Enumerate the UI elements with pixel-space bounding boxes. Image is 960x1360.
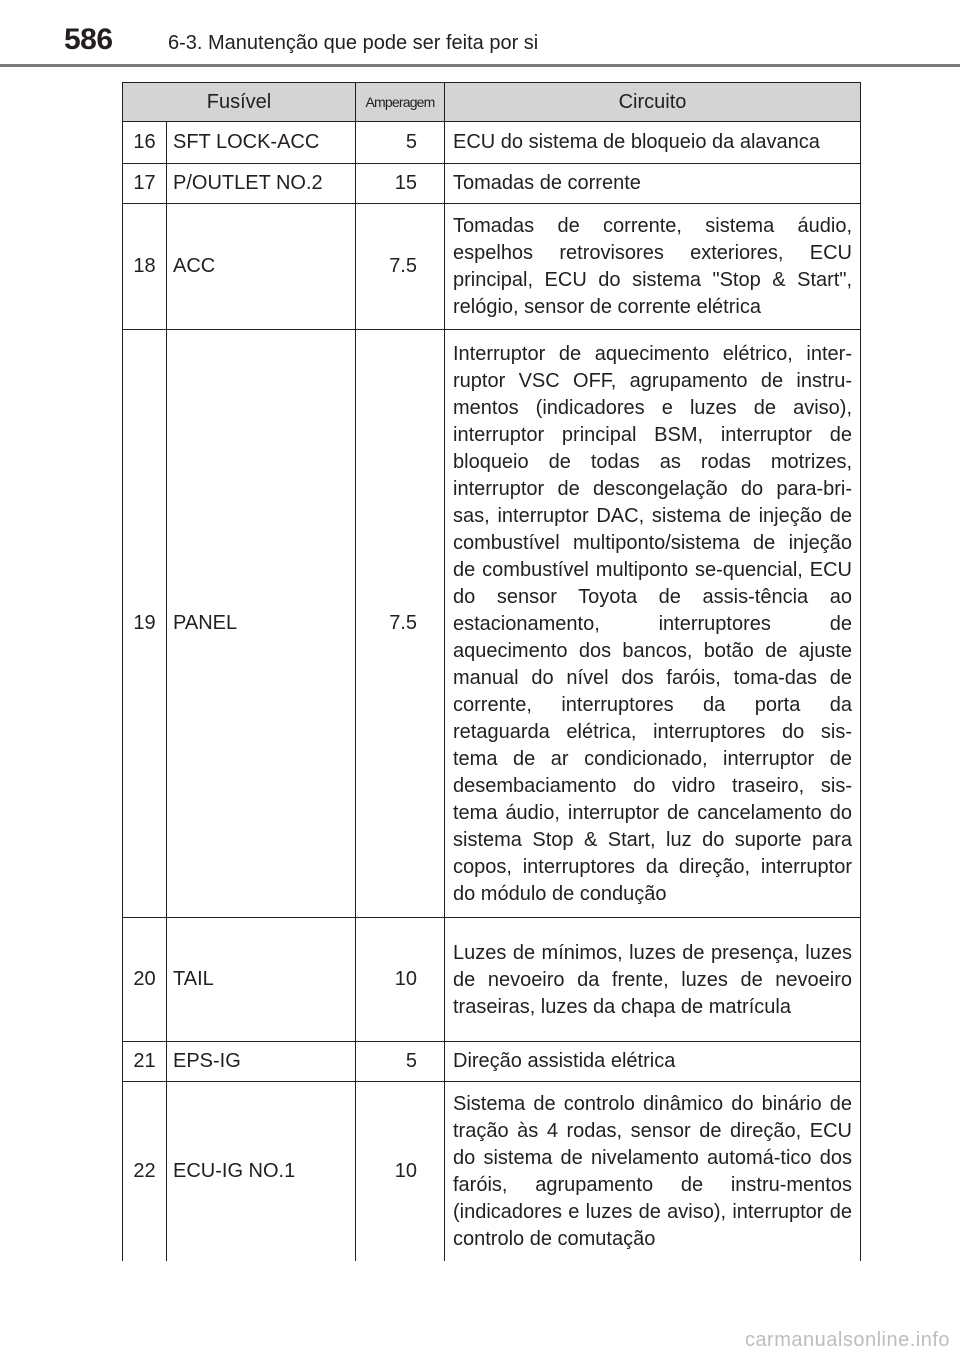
table-row bbox=[123, 918, 861, 1042]
fuse-circuit: Tomadas de corrente bbox=[445, 164, 861, 204]
fuse-number: 22 bbox=[123, 1082, 167, 1262]
fuse-name: TAIL bbox=[167, 918, 356, 1042]
column-header-amperage: Amperagem bbox=[356, 83, 445, 122]
fuse-circuit: ECU do sistema de bloqueio da alavanca bbox=[445, 122, 861, 164]
fuse-number: 21 bbox=[123, 1042, 167, 1082]
fuse-name: PANEL bbox=[167, 330, 356, 918]
table-row bbox=[123, 122, 861, 164]
fuse-circuit: Luzes de mínimos, luzes de presença, luzes de nevoeiro da frente, luzes de nevoeiro traseiras, luzes da chapa de matrícula bbox=[445, 918, 861, 1042]
table-row bbox=[123, 164, 861, 204]
table-row bbox=[123, 330, 861, 918]
fuse-circuit: Tomadas de corrente, sistema áudio, espelhos retrovisores exteriores, ECU principal, ECU do sistema "Stop & Start", relógio, sensor de corrente elétrica bbox=[445, 204, 861, 330]
watermark-text: carmanualsonline.info bbox=[744, 1329, 950, 1351]
fuse-amperage: 7.5 bbox=[356, 330, 445, 918]
section-title: 6-3. Manutenção que pode ser feita por si bbox=[168, 32, 539, 54]
table-row bbox=[123, 204, 861, 330]
fuse-number: 17 bbox=[123, 164, 167, 204]
fuse-amperage: 10 bbox=[356, 918, 445, 1042]
fuse-circuit: Direção assistida elétrica bbox=[445, 1042, 861, 1082]
fuse-table bbox=[122, 82, 861, 1261]
fuse-amperage: 15 bbox=[356, 164, 445, 204]
table-row bbox=[123, 1082, 861, 1262]
page-number: 586 bbox=[64, 23, 113, 56]
fuse-amperage: 5 bbox=[356, 1042, 445, 1082]
table-row bbox=[123, 1042, 861, 1082]
column-header-fuse: Fusível bbox=[123, 83, 356, 122]
fuse-name: ECU-IG NO.1 bbox=[167, 1082, 356, 1262]
fuse-table-container bbox=[122, 82, 860, 1261]
table-header-row bbox=[123, 83, 861, 122]
fuse-amperage: 7.5 bbox=[356, 204, 445, 330]
fuse-name: SFT LOCK-ACC bbox=[167, 122, 356, 164]
fuse-number: 19 bbox=[123, 330, 167, 918]
fuse-number: 16 bbox=[123, 122, 167, 164]
fuse-circuit: Interruptor de aquecimento elétrico, inter-ruptor VSC OFF, agrupamento de instru-mentos (indicadores e luzes de aviso), interruptor principal BSM, interruptor de bloqueio de todas as rodas motrizes, interruptor de descongelação do para-bri-sas, interruptor DAC, sistema de injeção de combustível multiponto/sistema de injeção de combustível multiponto se-quencial, ECU do sensor Toyota de assis-tência ao estacionamento, interruptores de aquecimento dos bancos, botão de ajuste manual do nível dos faróis, toma-das de corrente, interruptores da porta da retaguarda elétrica, interruptores do sis-tema de ar condicionado, interruptor de desembaciamento do vidro traseiro, sis-tema áudio, interruptor de cancelamento do sistema Stop & Start, luz do suporte para copos, interruptores da direção, interruptor do módulo de condução bbox=[445, 330, 861, 918]
fuse-name: P/OUTLET NO.2 bbox=[167, 164, 356, 204]
header-divider bbox=[0, 64, 960, 67]
fuse-amperage: 10 bbox=[356, 1082, 445, 1262]
fuse-amperage: 5 bbox=[356, 122, 445, 164]
column-header-circuit: Circuito bbox=[445, 83, 861, 122]
fuse-number: 20 bbox=[123, 918, 167, 1042]
fuse-circuit: Sistema de controlo dinâmico do binário de tração às 4 rodas, sensor de direção, ECU do sistema de nivelamento automá-tico dos faróis, agrupamento de instru-mentos (indicadores e luzes de aviso), interruptor de controlo de comutação bbox=[445, 1082, 861, 1262]
fuse-name: EPS-IG bbox=[167, 1042, 356, 1082]
fuse-number: 18 bbox=[123, 204, 167, 330]
fuse-name: ACC bbox=[167, 204, 356, 330]
